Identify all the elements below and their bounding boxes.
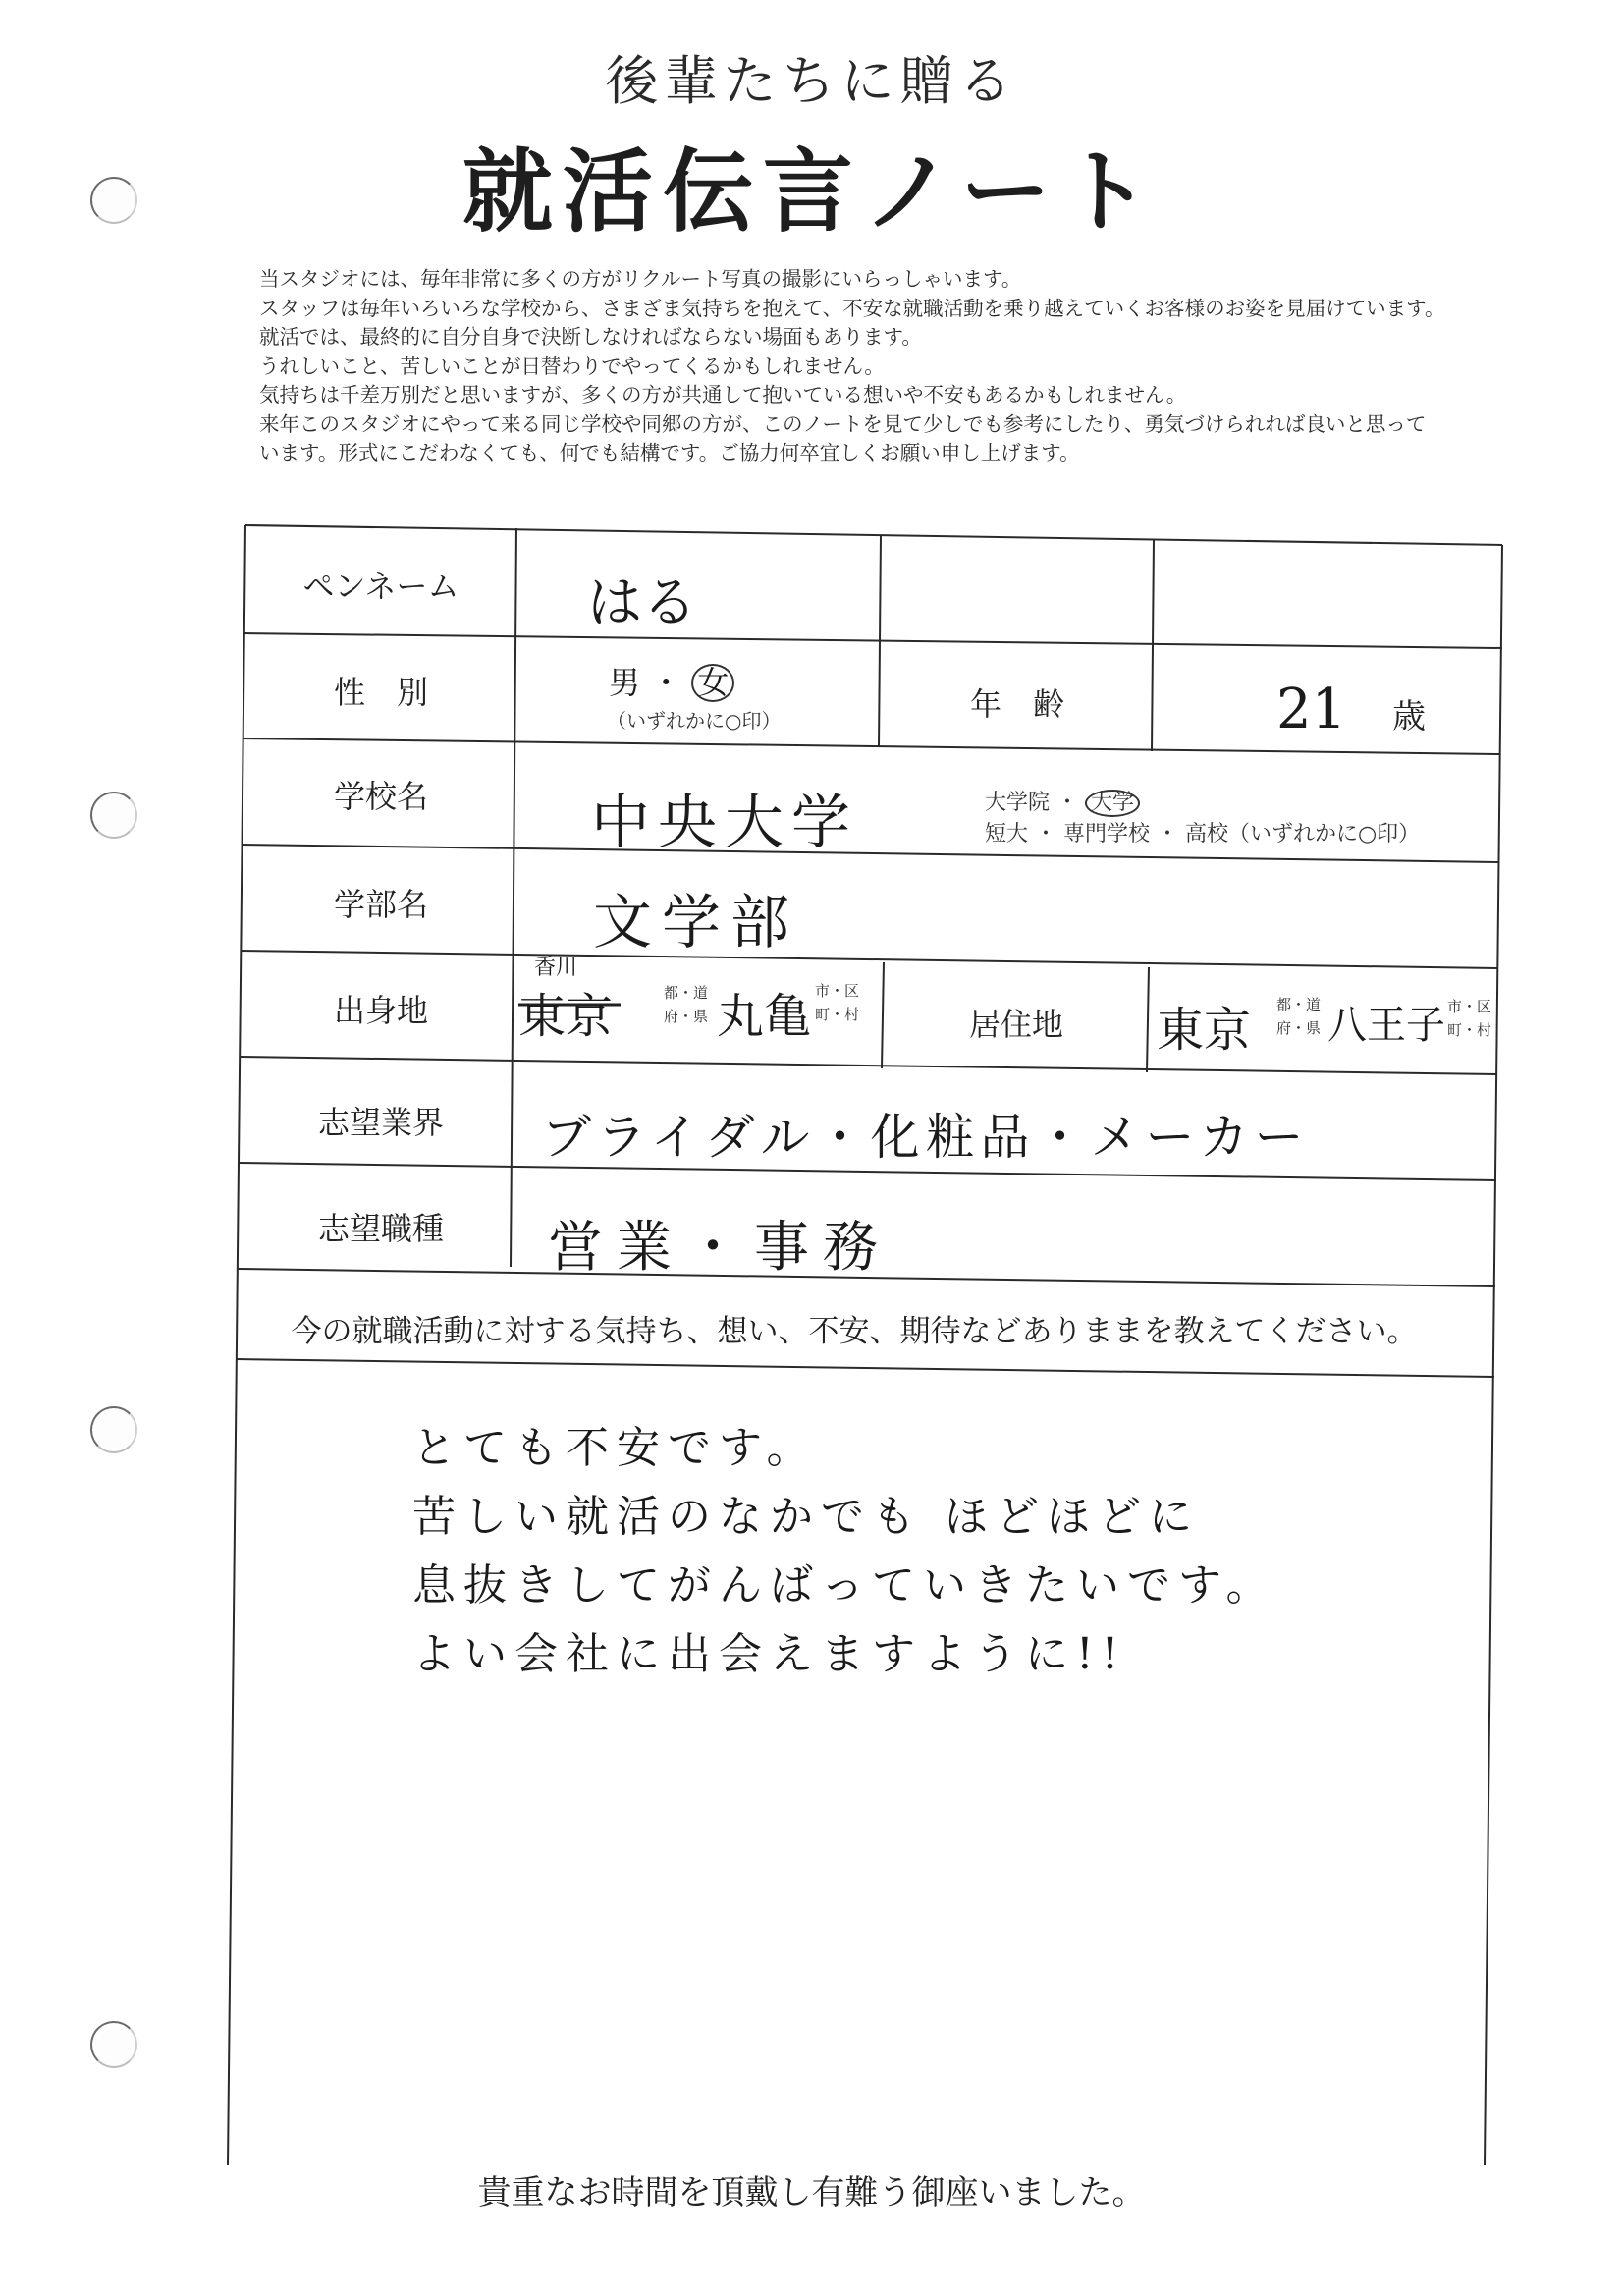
pen-name-value: はる: [587, 572, 697, 635]
answer-line: とても不安です。: [412, 1423, 818, 1473]
intro-line: 気持ちは千差万別だと思いますが、多くの方が共通して抱いている想いや不安もあるかもしれません。: [259, 383, 1187, 407]
answer-line: よい会社に出会えますように!!: [412, 1629, 1127, 1679]
school-type-line1: [985, 786, 1140, 817]
answer-line: 苦しい就活のなかでも ほどほどに: [412, 1492, 1200, 1542]
binder-hole: [90, 1406, 137, 1453]
intro-line: うれしいこと、苦しいことが日替わりでやってくるかもしれません。: [259, 354, 885, 378]
label-origin: 出身地: [333, 992, 428, 1029]
label-gender: 性 別: [333, 674, 428, 711]
gender-female-circled: 女: [691, 664, 734, 702]
intro-line: 当スタジオには、毎年非常に多くの方がリクルート写真の撮影にいらっしゃいます。: [259, 267, 1022, 291]
age-unit: 歳: [1392, 697, 1426, 737]
school-type-line2: 短大 ・ 専門学校 ・ 高校（いずれかに○印）: [985, 822, 1421, 847]
intro-text: [259, 265, 1604, 468]
footer-thanks: 貴重なお時間を頂戴し有難う御座いました。: [477, 2173, 1146, 2213]
residence-city-value: 八王子: [1327, 1003, 1445, 1048]
intro-line: います。形式にこだわなくても、何でも結構です。ご協力何卒宜しくお願い申し上げます。: [259, 441, 1080, 465]
label-industry: 志望業界: [317, 1104, 444, 1141]
binder-hole: [90, 792, 137, 839]
origin-pref-struck: 東京: [518, 989, 614, 1044]
residence-pref-suffix-top: 都・道: [1276, 996, 1322, 1013]
residence-pref-suffix-bottom: 府・県: [1276, 1019, 1322, 1037]
label-school: 学校名: [333, 778, 428, 815]
school-type-separator: ・: [1056, 791, 1079, 815]
label-faculty: 学部名: [333, 886, 428, 923]
school-value: 中央大学: [591, 789, 858, 857]
answer-text: [412, 1414, 1276, 1689]
intro-line: 就活では、最終的に自分自身で決断しなければならない場面もあります。: [259, 325, 922, 349]
job-value: 営業・事務: [548, 1216, 892, 1280]
label-pen-name: ペンネーム: [302, 568, 460, 605]
label-residence: 居住地: [968, 1006, 1063, 1043]
origin-city-suffix-bottom: 町・村: [815, 1006, 860, 1023]
intro-line: スタッフは毎年いろいろな学校から、さまざま気持ちを抱えて、不安な就職活動を乗り越えていくお客様のお姿を見届けています。: [259, 296, 1445, 320]
origin-city-suffix-top: 市・区: [815, 982, 860, 1000]
origin-pref-suffix-bottom: 府・県: [664, 1008, 709, 1025]
binder-hole: [90, 2021, 137, 2068]
question-prompt: 今の就職活動に対する気持ち、想い、不安、期待などありままを教えてください。: [291, 1314, 1418, 1349]
subtitle: 後輩たちに贈る: [605, 50, 1018, 112]
page-title: 就活伝言ノート: [461, 139, 1162, 245]
label-job: 志望職種: [317, 1210, 444, 1247]
origin-pref-correction: 香川: [534, 956, 578, 980]
answer-line: 息抜きしてがんばっていきたいです。: [412, 1560, 1277, 1611]
gender-separator: ・: [650, 664, 682, 701]
residence-city-suffix-bottom: 町・村: [1447, 1021, 1492, 1039]
intro-line: 来年このスタジオにやって来る同じ学校や同郷の方が、このノートを見て少しでも参考にしたり、勇気づけられれば良いと思って: [259, 411, 1427, 436]
residence-city-suffix-top: 市・区: [1447, 998, 1492, 1015]
age-value: 21: [1276, 678, 1347, 741]
origin-city-value: 丸亀: [717, 989, 812, 1044]
gender-male: 男: [609, 664, 641, 701]
origin-pref-suffix-top: 都・道: [664, 984, 709, 1002]
faculty-value: 文学部: [593, 889, 799, 957]
gender-note: （いずれかに○印）: [607, 709, 782, 733]
industry-value: ブライダル・化粧品・メーカー: [542, 1109, 1310, 1166]
school-type-univ-circled: 大学: [1085, 790, 1140, 817]
residence-pref-value: 東京: [1157, 1003, 1252, 1058]
gender-options: [609, 658, 734, 703]
school-type-grad: 大学院: [985, 791, 1051, 815]
label-age: 年 齢: [969, 685, 1064, 723]
